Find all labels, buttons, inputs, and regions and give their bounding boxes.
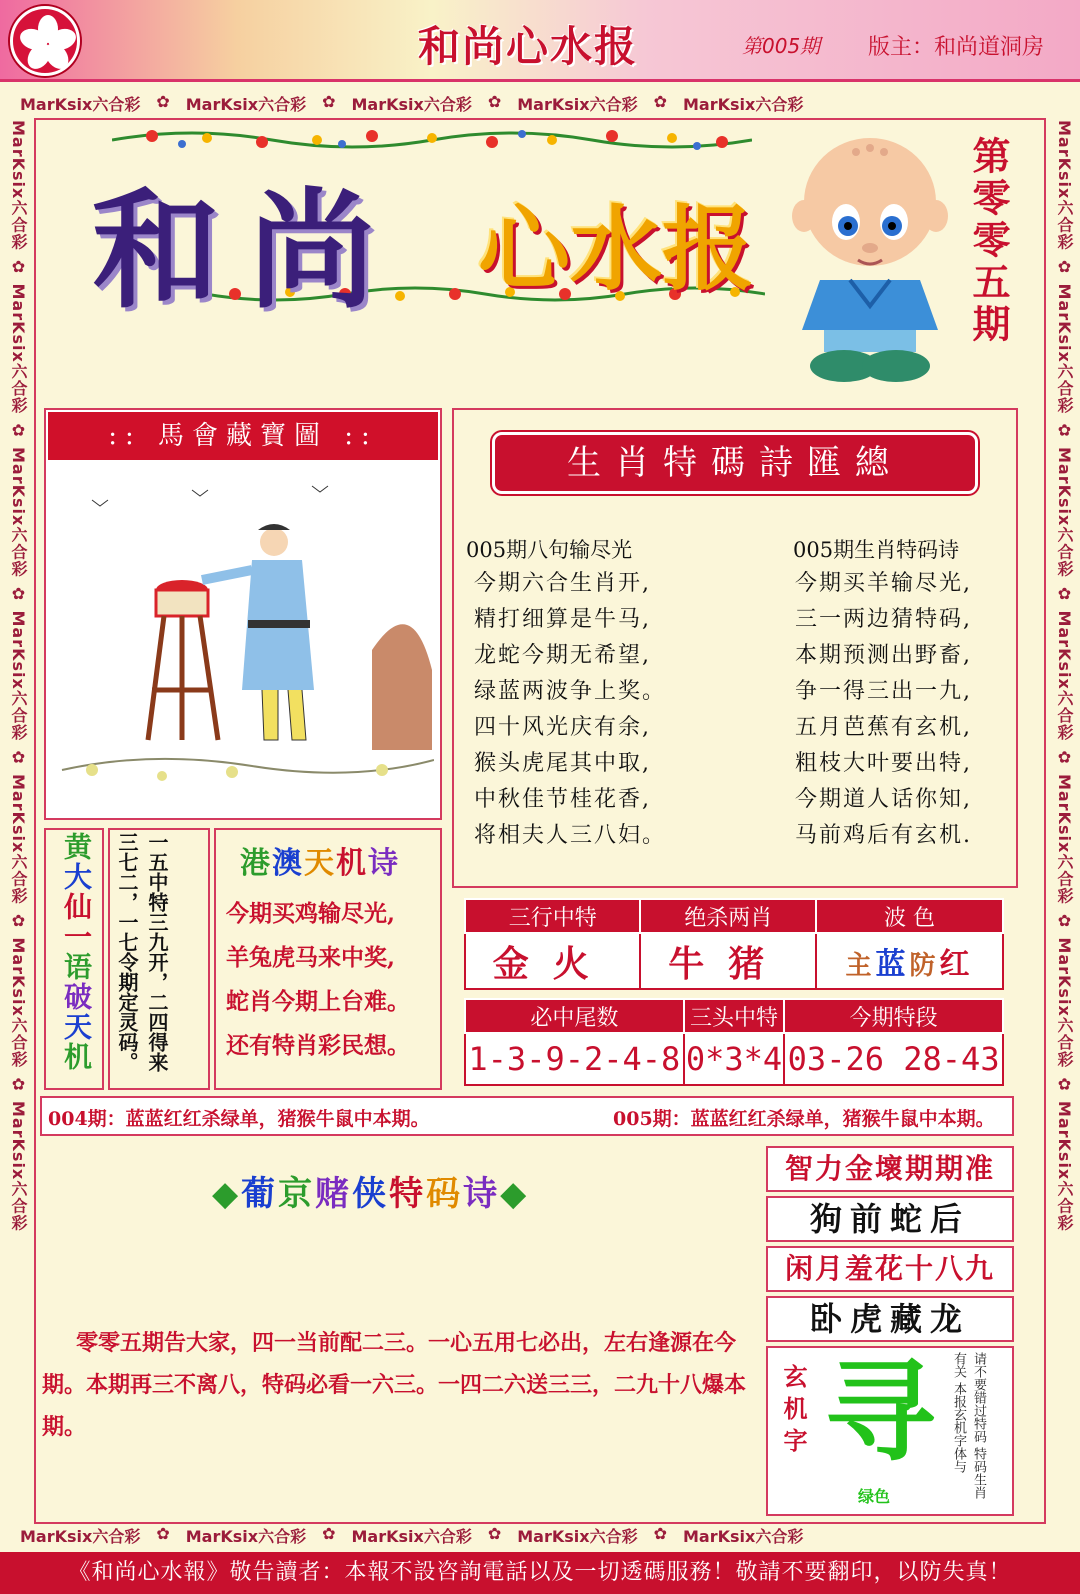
story-title: ◆葡京赌侠特码诗◆	[212, 1174, 530, 1214]
masthead-title-sub: 心水报	[478, 196, 755, 303]
grid-value: 0*3*4	[684, 1033, 785, 1085]
poem1	[474, 566, 666, 854]
grid-header: 绝杀两肖	[640, 899, 815, 933]
poem-line: 本期预测出野畜,	[795, 643, 972, 668]
tip-box-2: 狗前蛇后	[766, 1196, 1014, 1242]
watermark-text: MarKsix六合彩	[1055, 610, 1074, 741]
masthead-title-main: 和尚	[92, 176, 405, 326]
watermark-bottom: MarKsix六合彩 ✿ MarKsix六合彩 ✿ MarKsix六合彩 ✿ MarKsix六合彩 ✿ MarKsix六合彩	[20, 1524, 804, 1546]
poem-line: 三一两边猜特码,	[795, 607, 972, 632]
grid-value: 牛猪	[640, 933, 815, 989]
watermark-top: MarKsix六合彩 ✿ MarKsix六合彩 ✿ MarKsix六合彩 ✿ MarKsix六合彩 ✿ MarKsix六合彩	[20, 92, 804, 114]
watermark-right: MarKsix六合彩 ✿ MarKsix六合彩 ✿ MarKsix六合彩 ✿ MarKsix六合彩 ✿ MarKsix六合彩 ✿ MarKsix六合彩 ✿ MarKsix六合彩	[1055, 120, 1074, 1232]
grid-header: 今期特段	[784, 999, 1003, 1033]
grid-value: 金火	[465, 933, 640, 989]
treasure-map-title: :: 馬會藏寶圖 ::	[48, 412, 438, 460]
wave-guard: 红	[939, 947, 974, 982]
footer-notice: 《和尚心水報》敬告讀者：本報不設咨詢電話以及一切透碼服務！敬請不要翻印，以防失真！	[0, 1552, 1080, 1594]
grid-header: 波 色	[816, 899, 1003, 933]
watermark-text: MarKsix六合彩	[185, 1527, 307, 1546]
drummer-illustration-icon	[52, 470, 434, 810]
watermark-text: MarKsix六合彩	[9, 1100, 28, 1232]
wave-main: 蓝	[875, 947, 910, 982]
watermark-text: MarKsix六合彩	[683, 1527, 804, 1546]
ticker-left: 004期：蓝蓝红红杀绿单，猪猴牛鼠中本期。	[48, 1108, 430, 1130]
xuanji-note: 请不要错过特码 特码生肖有关 本报玄机字体与	[951, 1352, 986, 1500]
poem-line: 今期六合生肖开,	[474, 571, 651, 596]
grid-header: 必中尾数	[465, 999, 684, 1033]
header-title: 和尚心水报	[418, 22, 639, 71]
tip-box-4: 卧虎藏龙	[766, 1296, 1014, 1342]
huang-daxian-text: 黄大仙一语破天机	[60, 832, 93, 1072]
grid-header: 三头中特	[684, 999, 785, 1033]
poem-section-title: 生肖特碼詩匯總	[492, 432, 978, 494]
wave-main-label: 主	[845, 951, 876, 981]
grid-value: 1-3-9-2-4-8	[465, 1033, 684, 1085]
header-issue: 第005期	[742, 34, 821, 58]
watermark-text: MarKsix六合彩	[9, 610, 28, 741]
xuanji-char: 寻	[825, 1347, 935, 1476]
grid-header: 三行中特	[465, 899, 640, 933]
poem-line: 今期道人话你知,	[795, 787, 972, 812]
watermark-text: MarKsix六合彩	[517, 95, 638, 114]
wave-guard-label: 防	[909, 951, 940, 981]
poem2	[795, 566, 972, 854]
header-editor: 版主：和尚道洞房	[868, 35, 1045, 60]
poem-line: 蛇肖今期上台难。	[226, 988, 410, 1015]
poem-line: 四十风光庆有余,	[474, 715, 651, 740]
watermark-left: MarKsix六合彩 ✿ MarKsix六合彩 ✿ MarKsix六合彩 ✿ MarKsix六合彩 ✿ MarKsix六合彩 ✿ MarKsix六合彩 ✿ MarKsix六合彩	[9, 120, 28, 1232]
watermark-text: MarKsix六合彩	[9, 773, 28, 905]
poem-line: 今期买鸡输尽光,	[226, 900, 396, 927]
poem-line: 今期买羊输尽光,	[795, 571, 972, 596]
zhongji-text: 一五中特三九开，二四得来三七二，一七令期定灵码。	[115, 832, 169, 1072]
wave-color-cell	[816, 933, 1003, 989]
prediction-grid-1	[464, 898, 1004, 990]
poem-line: 马前鸡后有玄机.	[795, 823, 972, 848]
watermark-text: MarKsix六合彩	[1055, 773, 1074, 905]
poem-line: 绿蓝两波争上奖。	[474, 679, 667, 704]
watermark-text: MarKsix六合彩	[20, 1527, 141, 1546]
watermark-text: MarKsix六合彩	[1055, 1100, 1074, 1232]
watermark-text: MarKsix六合彩	[1055, 937, 1074, 1068]
watermark-text: MarKsix六合彩	[1055, 446, 1074, 578]
poem1-heading: 005期八句输尽光	[466, 538, 633, 562]
poem-line: 五月芭蕉有玄机,	[795, 715, 972, 740]
watermark-text: MarKsix六合彩	[351, 95, 472, 114]
tip-box-1: 智力金壞期期准	[766, 1146, 1014, 1192]
poem-line: 中秋佳节桂花香,	[474, 787, 651, 812]
watermark-text: MarKsix六合彩	[683, 95, 804, 114]
watermark-text: MarKsix六合彩	[1055, 283, 1074, 414]
watermark-text: MarKsix六合彩	[9, 937, 28, 1068]
story-text: 零零五期告大家，四一当前配二三。一心五用七必出，左右逢源在今期。本期再三不离八，特码必看一六三。一四二六送三三，二九十八爆本期。	[42, 1330, 747, 1440]
prediction-grid-2	[464, 998, 1004, 1086]
xuanji-color: 绿色	[858, 1487, 891, 1506]
watermark-text: MarKsix六合彩	[517, 1527, 638, 1546]
poem-line: 龙蛇今期无希望,	[474, 643, 651, 668]
poem2-heading: 005期生肖特码诗	[793, 538, 960, 562]
watermark-text: MarKsix六合彩	[9, 446, 28, 578]
poem-line: 粗枝大叶要出特,	[795, 751, 972, 776]
monk-cartoon-icon	[790, 130, 950, 386]
poem-line: 羊兔虎马来中奖,	[226, 944, 396, 971]
poem-line: 将相夫人三八妇。	[474, 823, 667, 848]
grid-value: 03-26 28-43	[784, 1033, 1003, 1085]
watermark-text: MarKsix六合彩	[185, 95, 307, 114]
poem-line: 精打细算是牛马,	[474, 607, 651, 632]
watermark-text: MarKsix六合彩	[1055, 120, 1074, 251]
poem-line: 猴头虎尾其中取,	[474, 751, 651, 776]
bauhinia-emblem-icon	[10, 6, 80, 76]
tip-box-3: 闲月羞花十八九	[766, 1246, 1014, 1292]
ticker-right: 005期：蓝蓝红红杀绿单，猪猴牛鼠中本期。	[613, 1108, 995, 1130]
watermark-text: MarKsix六合彩	[351, 1527, 472, 1546]
watermark-text: MarKsix六合彩	[9, 283, 28, 414]
poem-line: 还有特肖彩民想。	[226, 1032, 410, 1059]
xuanji-label: 玄机字	[779, 1364, 808, 1460]
gangao-title: 港澳天机诗	[240, 846, 400, 881]
watermark-text: MarKsix六合彩	[20, 95, 141, 114]
issue-vertical: 第零零五期	[966, 136, 1011, 346]
poem-line: 争一得三出一九,	[795, 679, 972, 704]
gangao-poem	[226, 892, 410, 1068]
watermark-text: MarKsix六合彩	[9, 120, 28, 251]
